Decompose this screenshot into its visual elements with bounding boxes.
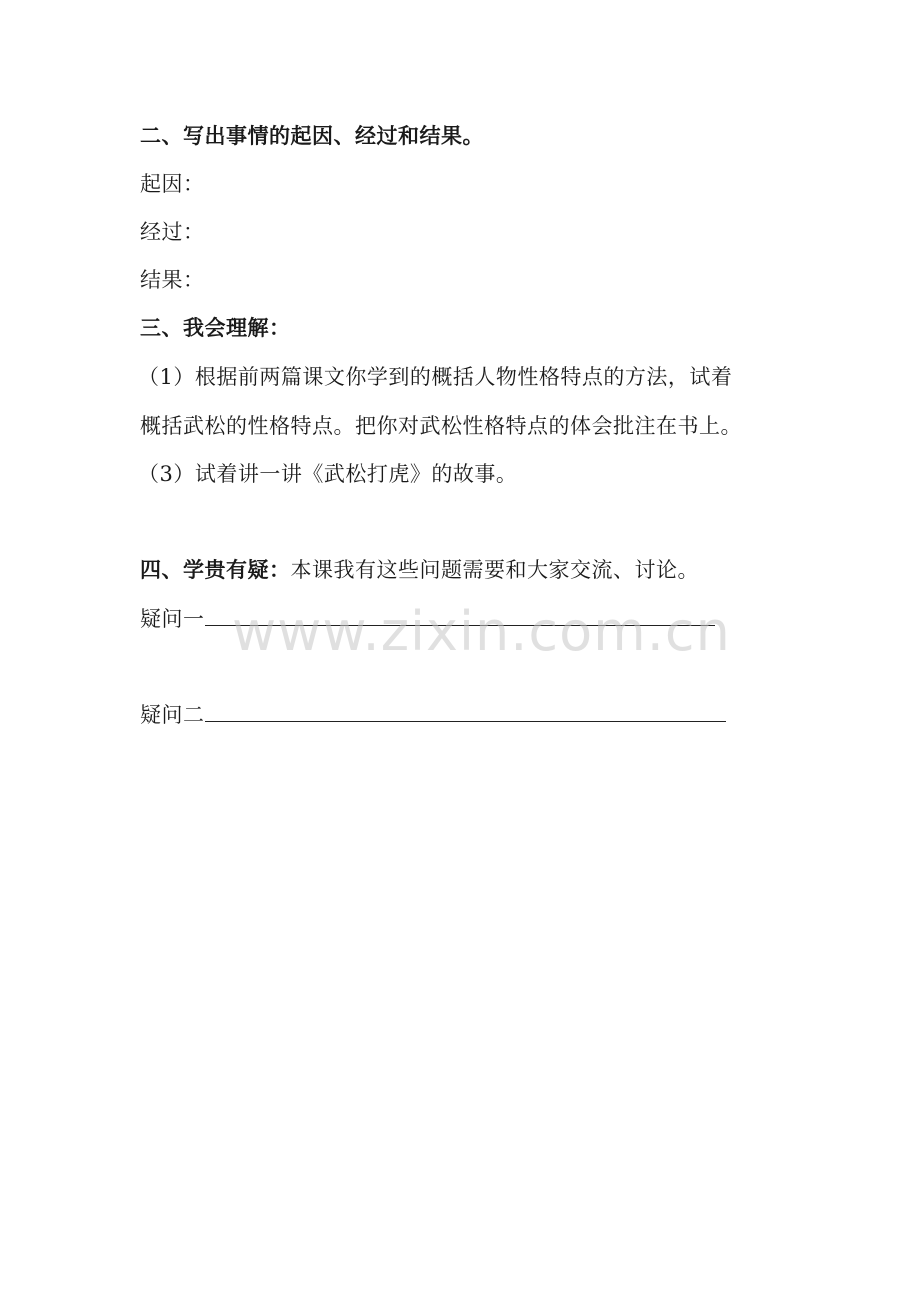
- question1-label: 疑问一: [140, 607, 205, 631]
- section3-item3: （3）试着讲一讲《武松打虎》的故事。: [138, 462, 518, 486]
- section4-intro: 本课我有这些问题需要和大家交流、讨论。: [290, 558, 699, 582]
- question2-row: [140, 699, 726, 730]
- watermark: www.zixin.com.cn: [232, 600, 731, 663]
- cause-label: 起因：: [140, 172, 205, 196]
- result-label: 结果：: [140, 268, 205, 292]
- section3-item1-line2: 概括武松的性格特点。把你对武松性格特点的体会批注在书上。: [140, 414, 742, 438]
- process-label: 经过：: [140, 220, 205, 244]
- question2-answer-line[interactable]: [205, 699, 726, 722]
- section4-row: [140, 555, 699, 585]
- section4-heading: 四、学贵有疑：: [140, 557, 291, 582]
- question2-label: 疑问二: [140, 703, 205, 727]
- section3-item1-line1: （1）根据前两篇课文你学到的概括人物性格特点的方法，试着: [138, 365, 733, 389]
- section3-heading: 三、我会理解：: [140, 315, 291, 340]
- section2-heading: 二、写出事情的起因、经过和结果。: [140, 123, 484, 148]
